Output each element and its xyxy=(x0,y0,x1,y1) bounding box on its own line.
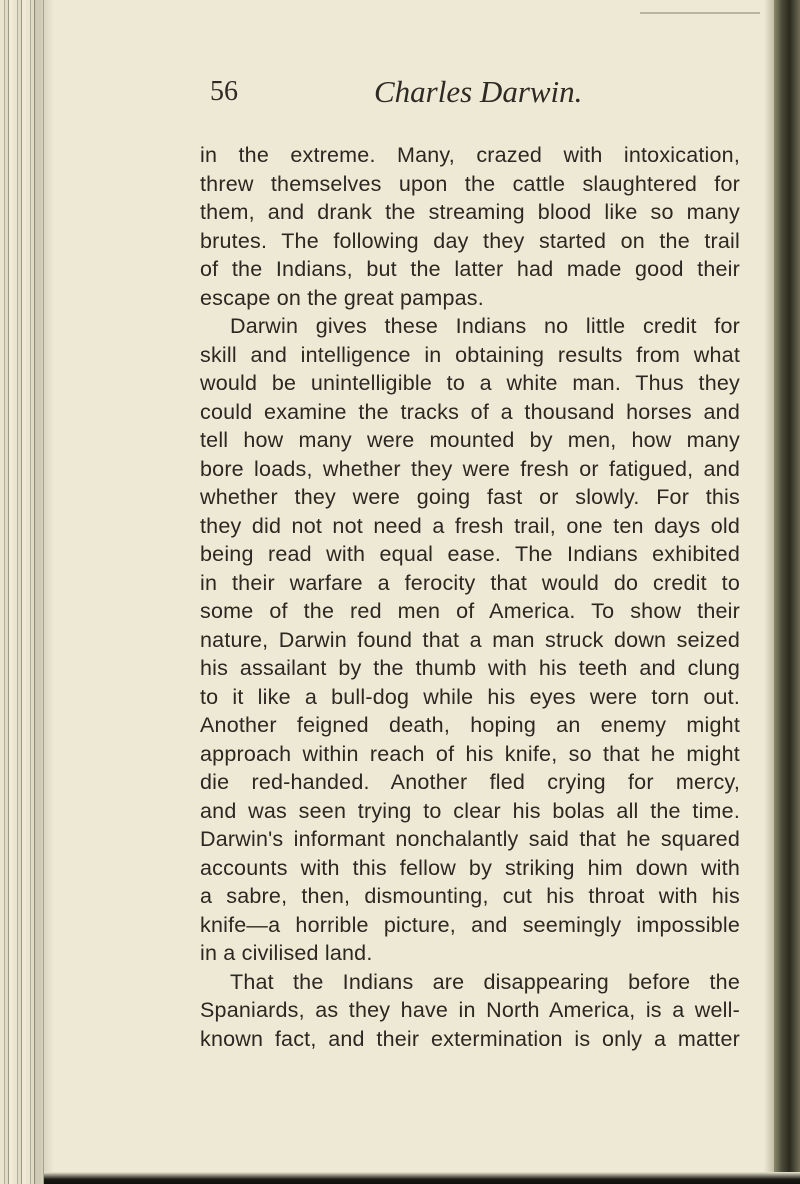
text-line: knife—a horrible picture, and seemingly impossible xyxy=(200,912,740,937)
top-edge-line xyxy=(640,12,760,14)
book-edge-bottom xyxy=(44,1172,800,1184)
text-line: escape on the great pampas. xyxy=(200,285,484,310)
text-line: known fact, and their extermination is only a matter xyxy=(200,1026,740,1051)
text-line: threw themselves upon the cattle slaughtered for xyxy=(200,171,740,196)
page-header xyxy=(210,76,710,116)
text-line: whether they were going fast or slowly. For this xyxy=(200,485,740,509)
text-line: Darwin gives these Indians no little credit for xyxy=(230,314,740,338)
text-line: Spaniards, as they have in North America, is a well- xyxy=(200,998,740,1022)
text-line: Darwin's informant nonchalantly said that he squared xyxy=(200,827,740,851)
body-text xyxy=(200,141,740,1053)
text-line: tell how many were mounted by men, how many xyxy=(200,428,740,452)
text-line: accounts with this fellow by striking him down with xyxy=(200,855,740,880)
text-line: skill and intelligence in obtaining results from what xyxy=(200,342,740,367)
text-line: could examine the tracks of a thousand horses and xyxy=(200,399,740,424)
page-number: 56 xyxy=(210,76,238,107)
text-line: a sabre, then, dismounting, cut his throat with his xyxy=(200,884,740,908)
text-line: some of the red men of America. To show their xyxy=(200,599,740,623)
text-line: being read with equal ease. The Indians exhibited xyxy=(200,542,740,566)
text-line: in a civilised land. xyxy=(200,941,373,965)
text-line: That the Indians are disappearing before the xyxy=(230,969,740,994)
text-line: they did not not need a fresh trail, one ten days old xyxy=(200,513,740,538)
text-line: die red-handed. Another fled crying for mercy, xyxy=(200,770,740,794)
running-head: Charles Darwin. xyxy=(374,74,583,109)
text-line: of the Indians, but the latter had made good their xyxy=(200,257,740,281)
text-line: in the extreme. Many, crazed with intoxication, xyxy=(200,143,740,167)
page-edge-shadow-right xyxy=(764,0,774,1184)
text-line: in their warfare a ferocity that would do credit to xyxy=(200,570,740,595)
book-edge-right xyxy=(774,0,800,1184)
text-line: bore loads, whether they were fresh or fatigued, and xyxy=(200,456,740,481)
text-line: approach within reach of his knife, so that he might xyxy=(200,741,740,766)
text-line: to it like a bull-dog while his eyes were torn out. xyxy=(200,684,740,709)
binding-shadow xyxy=(34,0,54,1184)
text-line: and was seen trying to clear his bolas all the time. xyxy=(200,798,740,823)
text-line: them, and drank the streaming blood like so many xyxy=(200,200,740,224)
text-line: would be unintelligible to a white man. Thus they xyxy=(200,371,740,395)
text-line: his assailant by the thumb with his teeth and clung xyxy=(200,656,740,680)
text-line: nature, Darwin found that a man struck down seized xyxy=(200,627,740,652)
text-line: Another feigned death, hoping an enemy might xyxy=(200,713,740,737)
text-line: brutes. The following day they started on the trail xyxy=(200,228,740,253)
